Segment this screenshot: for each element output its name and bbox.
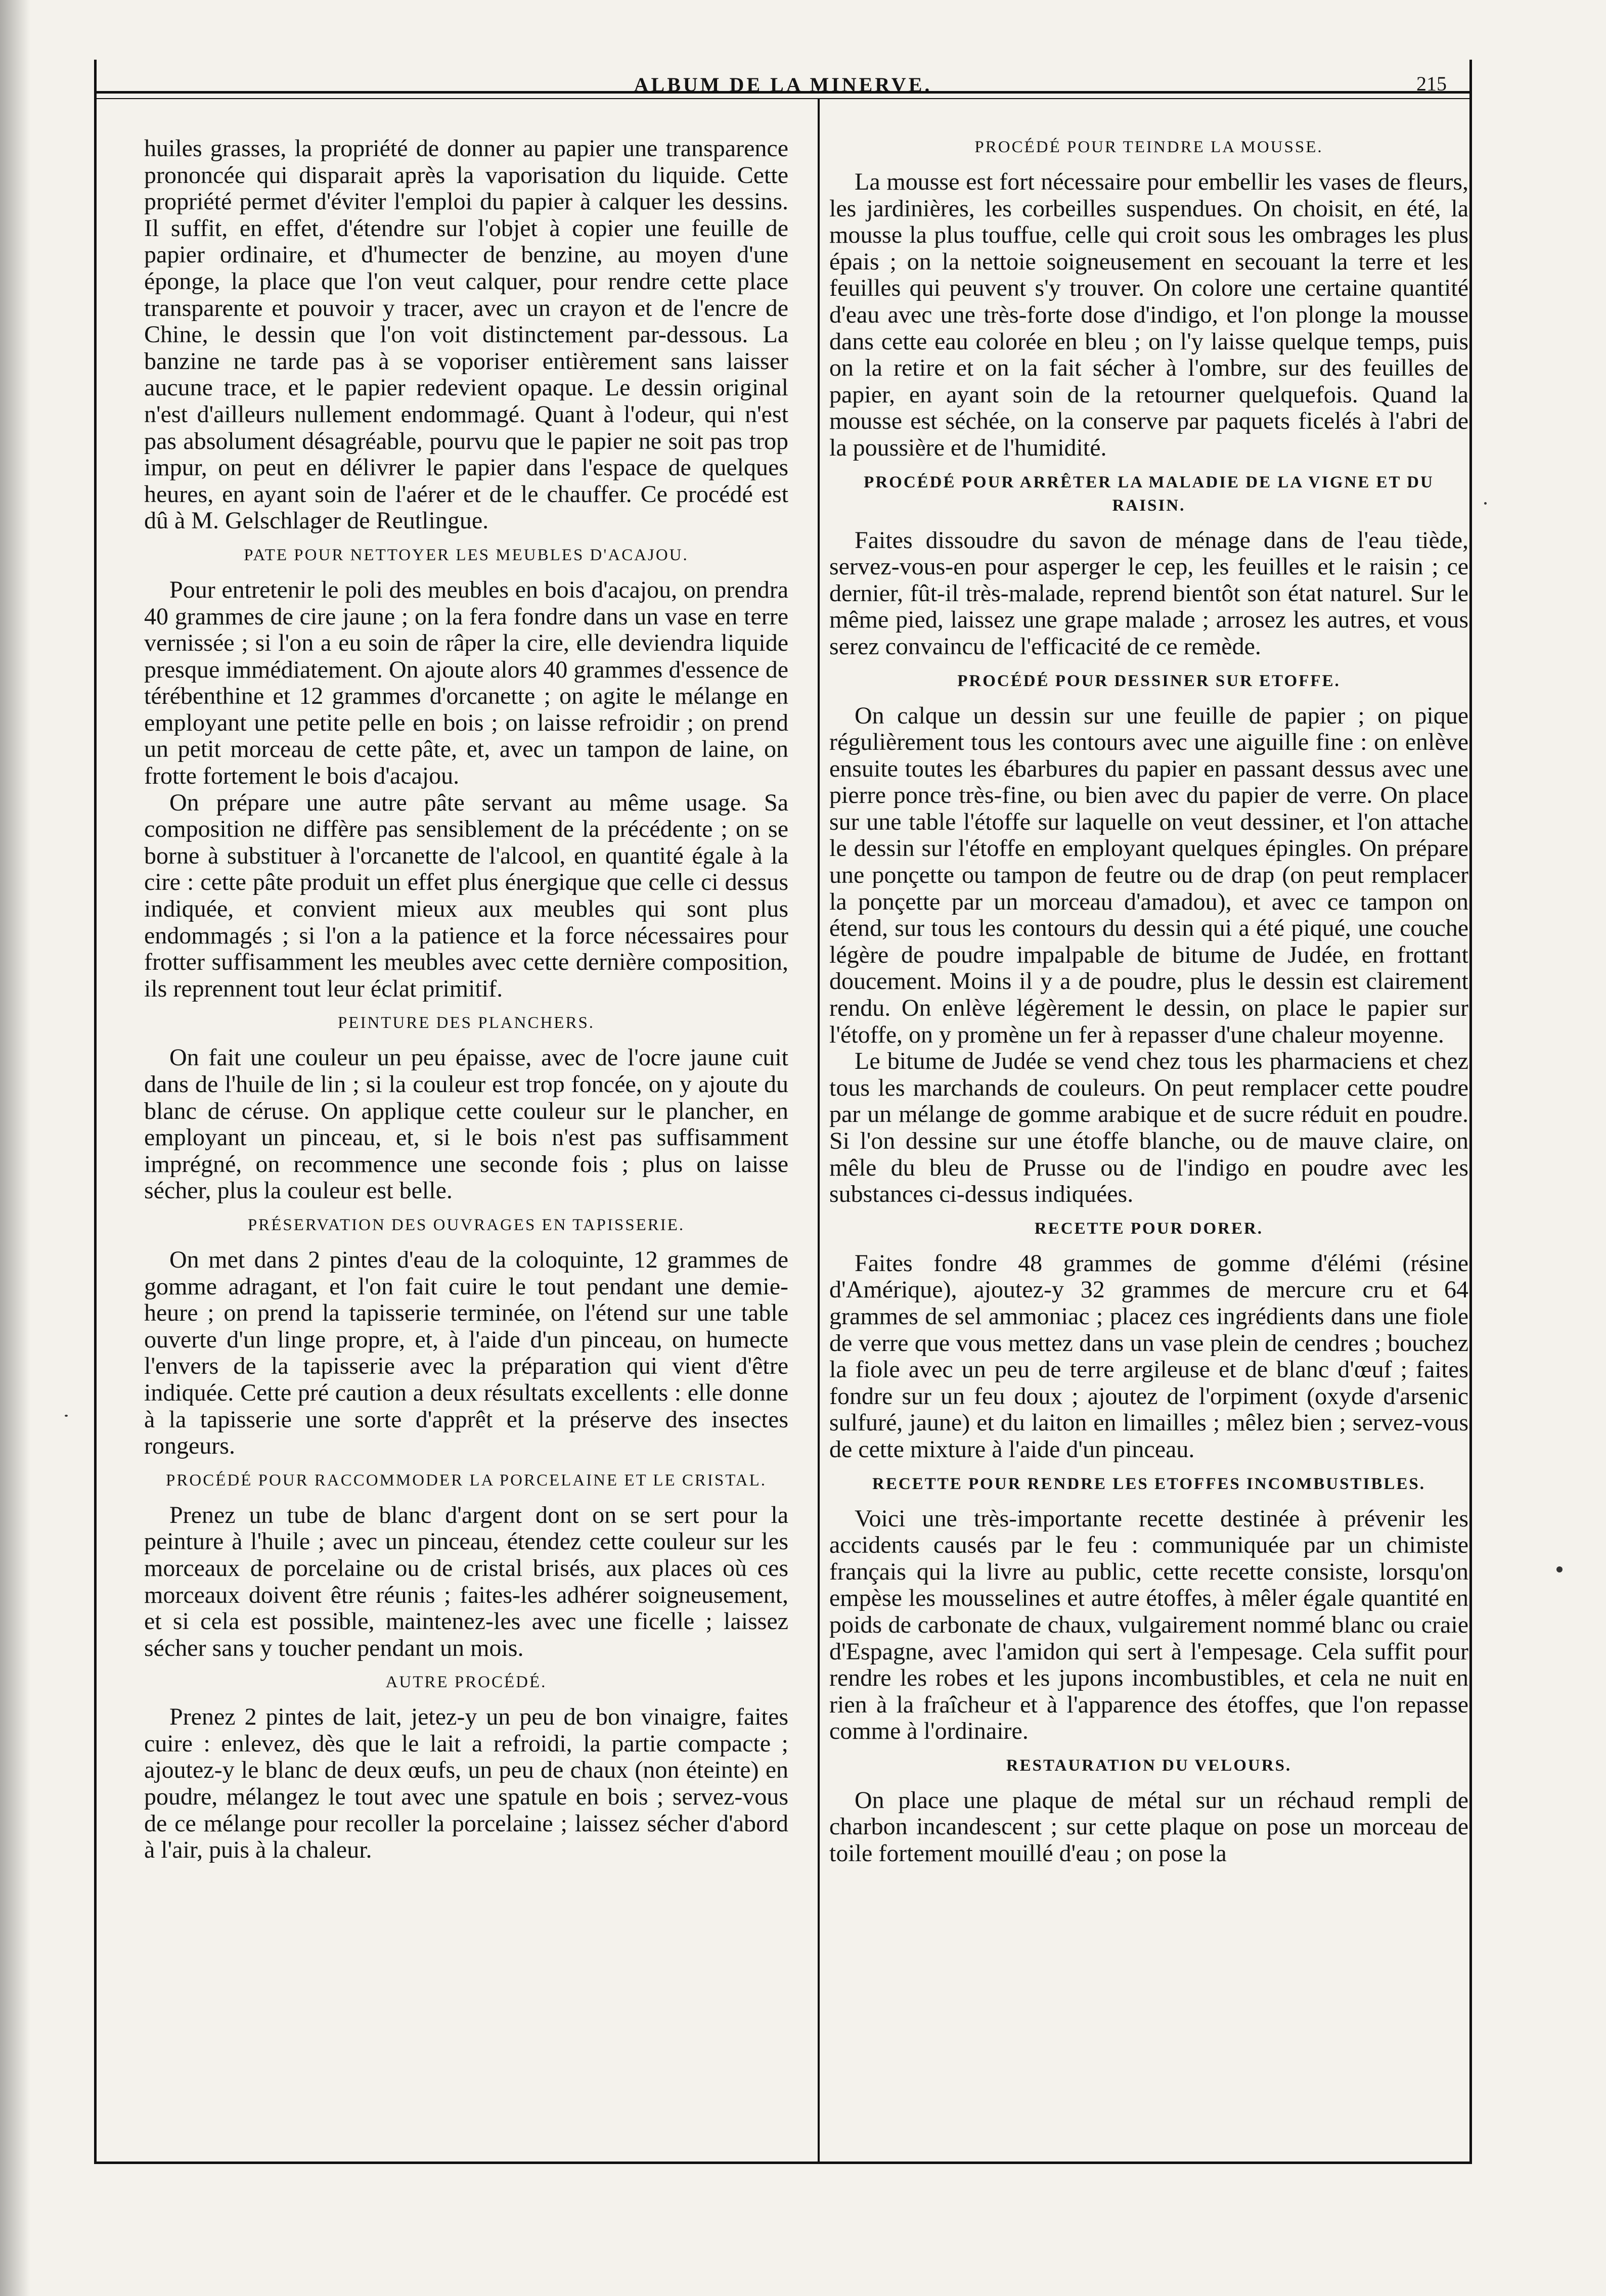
section-title-porcelaine: PROCÉDÉ POUR RACCOMMODER LA PORCELAINE ET LE CRISTAL. — [166, 1471, 767, 1490]
section-peinture-paragraph: On fait une couleur un peu épaisse, avec de l'ocre jaune cuit dans de l'huile de lin ; si la couleur est trop foncée, on y ajoute du blanc de céruse. On applique cette couleur sur le plancher, en employant un pinceau, et, si le bois n'est pas suffisamment imprégné, on recommence une seconde fois ; plus on laisse sécher, plus la couleur est belle. — [144, 1044, 788, 1204]
section-etoffe-paragraph-1: On calque un dessin sur une feuille de papier ; on pique régulièrement tous les contours avec une aiguille fine : on enlève ensuite toutes les ébarbures du papier en passant dessus avec une pierre ponce très-fine, ou bien avec du papier de verre. On place sur une table l'étoffe sur laquelle on veut dessiner, et l'on attache le dessin sur l'étoffe en employant quelques épingles. On prépare une ponçette ou tampon de feutre ou de drap (on peut remplacer la ponçette par un morceau d'amadou), et avec ce tampon on étend, sur tous les contours du dessin qui a été piqué, une couche légère de poudre impalpable de bitume de Judée, en frottant doucement. Moins il y a de poudre, plus le dessin est clairement rendu. On enlève légèrement le dessin, on place le papier sur l'étoffe, on y promène un fer à repasser d'une chaleur moyenne. — [829, 702, 1468, 1048]
section-preservation-paragraph: On met dans 2 pintes d'eau de la coloquinte, 12 grammes de gomme adragant, et l'on fait cuire le tout pendant une demie-heure ; on prend la tapisserie terminée, on l'étend sur une table ouverte d'un linge propre, et, à l'aide d'un pinceau, on humecte l'envers de la tapisserie avec la préparation qui vient d'être indiquée. Cette pré caution a deux résultats excellents : elle donne à la tapisserie une sorte d'apprêt et la préserve des insectes rongeurs. — [144, 1246, 788, 1460]
ink-speck — [1484, 502, 1487, 505]
section-pate-paragraph-2: On prépare une autre pâte servant au même usage. Sa composition ne diffère pas sensiblement de la précédente ; on se borne à substituer à l'orcanette de l'alcool, en quantité égale à la cire : cette pâte produit un effet plus énergique que celle ci dessus indiquée, et convient mieux aux meubles qui sont plus endommagés ; si l'on a la patience et la force nécessaires pour frotter suffisamment les meubles avec cette dernière composition, ils reprennent tout leur éclat primitif. — [144, 789, 788, 1002]
header-title: ALBUM DE LA MINERVE. — [634, 73, 932, 96]
page-number: 215 — [1416, 72, 1447, 95]
section-vigne-paragraph: Faites dissoudre du savon de ménage dans de l'eau tiède, servez-vous-en pour asperger le cep, les feuilles et le raisin ; ce dernier, fût-il très-malade, reprend bientôt son état naturel. Sur le même pied, laissez une grape malade ; arrosez les autres, et vous serez convaincu de l'efficacité de ce remède. — [829, 526, 1468, 660]
section-title-peinture: PEINTURE DES PLANCHERS. — [337, 1014, 595, 1032]
section-pate-paragraph-1: Pour entretenir le poli des meubles en bois d'acajou, on prendra 40 grammes de cire jaune ; on la fera fondre dans un vase en terre vernissée ; si l'on a eu soin de râper la cire, elle deviendra liquide presque immédiatement. On ajoute alors 40 grammes d'essence de térébenthine et 12 grammes d'orcanette ; on agite le mélange en employant une petite pelle en bois ; on laisse refroidir ; on prend un petit morceau de cette pâte, et, avec un tampon de laine, on frotte fortement le bois d'acajou. — [144, 576, 788, 790]
section-title-velours: RESTAURATION DU VELOURS. — [1006, 1756, 1292, 1775]
section-title-preservation: PRÉSERVATION DES OUVRAGES EN TAPISSERIE. — [247, 1215, 685, 1234]
section-autre-paragraph: Prenez 2 pintes de lait, jetez-y un peu de bon vinaigre, faites cuire : enlevez, dès que le lait a refroidi, la partie compacte ; ajoutez-y le blanc de deux œufs, un peu de chaux (non éteinte) en poudre, mélangez le tout avec une spatule en bois ; servez-vous de ce mélange pour recoller la porcelaine ; laissez sécher d'abord à l'air, puis à la chaleur. — [144, 1703, 788, 1864]
section-dorer-paragraph: Faites fondre 48 grammes de gomme d'élémi (résine d'Amérique), ajoutez-y 32 grammes de mercure cru et 64 grammes de sel ammoniac ; placez ces ingrédients dans une fiole de verre que vous mettez dans un vase plein de cendres ; bouchez la fiole avec un peu de terre argileuse et de blanc d'œuf ; faites fondre sur un feu doux ; ajoutez de l'orpiment (oxyde d'arsenic sulfuré, jaune) et du laiton en limailles ; mêlez bien ; servez-vous de cette mixture à l'aide d'un pinceau. — [829, 1249, 1468, 1463]
page-edge-shadow — [0, 0, 30, 2296]
intro-paragraph: huiles grasses, la propriété de donner au papier une transparence prononcée qui disparait après la vaporisation du liquide. Cette propriété permet d'éviter l'emploi du papier à calquer les dessins. Il suffit, en effet, d'étendre sur l'objet à copier une feuille de papier ordinaire, et d'humecter de benzine, au moyen d'une éponge, la place que l'on veut calquer, pour rendre cette place transparente et pouvoir y tracer, avec un crayon et de l'encre de Chine, le dessin que l'on voit distinctement par-dessous. La banzine ne tarde pas à se voporiser entièrement sans laisser aucune trace, et le papier redevient opaque. Le dessin original n'est d'ailleurs nullement endommagé. Quant à l'odeur, qui n'est pas absolument désagréable, pourvu que le papier ne soit pas trop impur, on peut en délivrer le papier dans l'espace de quelques heures, en ayant soin de l'aérer et de le chauffer. Ce procédé est dû à M. Gelschlager de Reutlingue. — [144, 135, 788, 534]
section-title-mousse: PROCÉDÉ POUR TEINDRE LA MOUSSE. — [974, 138, 1323, 156]
section-velours-paragraph: On place une plaque de métal sur un réchaud rempli de charbon incandescent ; sur cette plaque on pose un morceau de toile fortement mouillé d'eau ; on pose la — [829, 1786, 1468, 1867]
section-title-incombustibles: RECETTE POUR RENDRE LES ETOFFES INCOMBUSTIBLES. — [872, 1474, 1425, 1493]
section-title-dorer: RECETTE POUR DORER. — [1034, 1219, 1264, 1238]
section-porcelaine-paragraph: Prenez un tube de blanc d'argent dont on se sert pour la peinture à l'huile ; avec un pinceau, étendez cette couleur sur les morceaux de porcelaine ou de cristal brisés, aux places où ces morceaux doivent être réunis ; faites-les adhérer soigneusement, et si cela est possible, maintenez-les avec une ficelle ; laissez sécher sans y toucher pendant un mois. — [144, 1501, 788, 1661]
ink-speck — [1556, 1566, 1563, 1572]
section-etoffe-paragraph-2: Le bitume de Judée se vend chez tous les pharmaciens et chez tous les marchands de couleurs. On peut remplacer cette poudre par un mélange de gomme arabique et de sucre réduit en poudre. Si l'on dessine sur une étoffe blanche, ou de mauve claire, on mêle du bleu de Prusse ou de l'indigo en poudre avec les substances ci-dessus indiquées. — [829, 1048, 1468, 1208]
running-head — [94, 69, 1472, 99]
section-title-autre: AUTRE PROCÉDÉ. — [385, 1673, 547, 1692]
section-title-pate: PATE POUR NETTOYER LES MEUBLES D'ACAJOU. — [244, 546, 689, 564]
section-title-vigne: PROCÉDÉ POUR ARRÊTER LA MALADIE DE LA VIGNE ET DU RAISIN. — [864, 473, 1434, 515]
column-divider — [818, 99, 820, 2162]
section-incombustibles-paragraph: Voici une très-importante recette destinée à prévenir les accidents causés par le feu : communiquée par un chimiste français qui la livre au public, cette recette consiste, lorsqu'on empèse les mousselines et autre étoffes, à mêler égale quantité en poids de carbonate de chaux, vulgairement nommé blanc ou craie d'Espagne, avec l'amidon qui sert à l'empesage. Cela suffit pour rendre les robes et les jupons incombustibles, et cela ne nuit en rien à la fraîcheur et à l'apparence des étoffes, que l'on repasse comme à l'ordinaire. — [829, 1505, 1468, 1745]
ink-speck — [65, 1415, 68, 1417]
right-column — [829, 136, 1468, 1867]
left-column — [144, 136, 788, 1864]
section-mousse-paragraph: La mousse est fort nécessaire pour embellir les vases de fleurs, les jardinières, les corbeilles suspendues. On choisit, en été, la mousse la plus touffue, celle qui croit sous les ombrages les plus épais ; on la nettoie soigneusement en secouant la terre et les feuilles qui peuvent s'y trouver. On colore une certaine quantité d'eau avec une très-forte dose d'indigo, et l'on plonge la mousse dans cette eau colorée en bleu ; on l'y laisse quelque temps, puis on la retire et on la fait sécher à l'ombre, sur des feuilles de papier, en ayant soin de la retourner quelquefois. Quand la mousse est séchée, on la conserve par paquets ficelés à l'abri de la poussière et de l'humidité. — [829, 168, 1468, 461]
section-title-etoffe: PROCÉDÉ POUR DESSINER SUR ETOFFE. — [957, 671, 1341, 690]
